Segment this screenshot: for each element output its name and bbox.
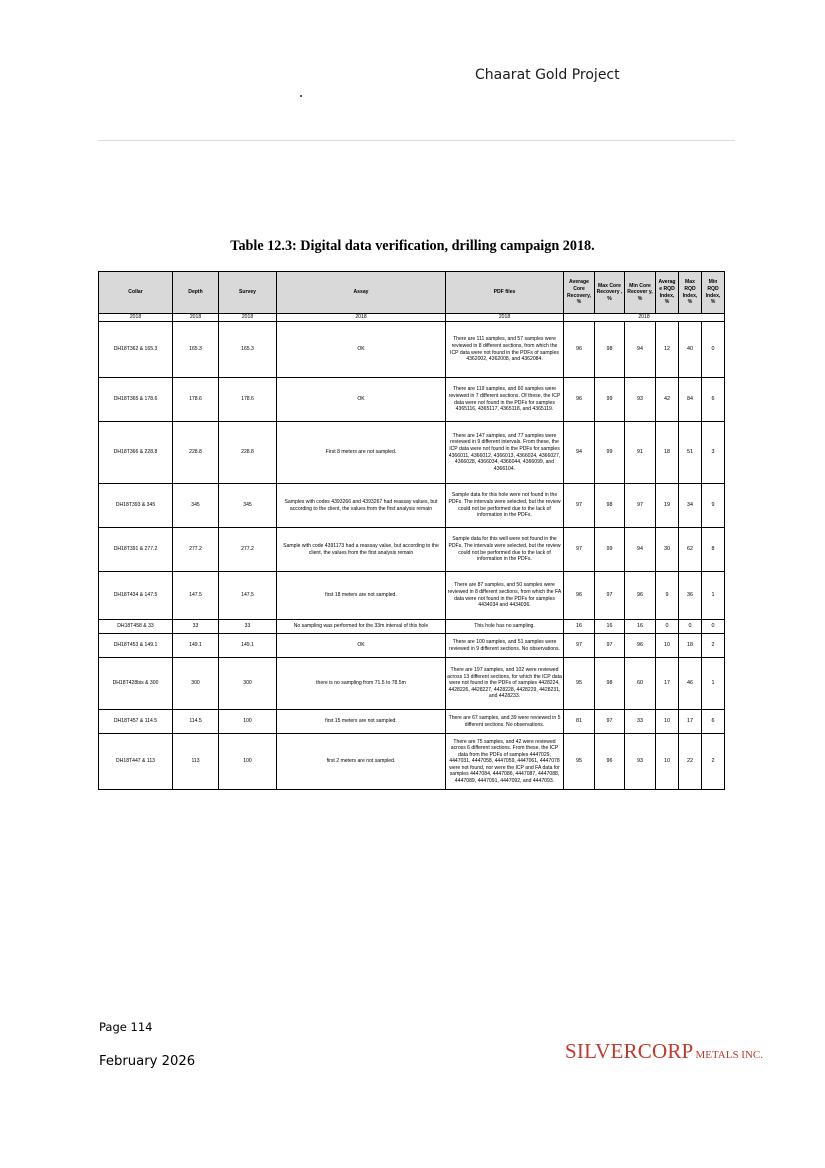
table-cell: There are 75 samples, and 42 were reviewed across 6 different sections. From these, the ICP data from the PDFs of samples 4447029, 4447031, 4447058, 4447059, 4447061, 4447078 were not found, nor were the ICP and FA data for samples 4447084, 4447086, 4447087, 4447088, 4447089, 4447091, 4447092, and 4447093. <box>446 734 564 790</box>
logo-main-text: SILVERCORP <box>565 1039 694 1063</box>
table-cell: 300 <box>173 658 219 710</box>
table-cell: There are 100 samples, and 51 samples were reviewed in 9 different sections. No observations. <box>446 634 564 658</box>
table-cell: 100 <box>219 734 277 790</box>
table-cell: 10 <box>656 734 679 790</box>
year-cell: 2018 <box>564 314 725 322</box>
table-cell: 91 <box>625 422 656 484</box>
table-cell: 277.2 <box>219 528 277 572</box>
silvercorp-logo <box>565 1039 763 1064</box>
table-row <box>99 710 725 734</box>
table-cell: 147.5 <box>173 572 219 620</box>
table-cell: Samples with codes 4393266 and 4393267 had reassay values, but according to the client, the values from the first analysis remain <box>277 484 446 528</box>
table-cell: 6 <box>702 710 725 734</box>
table-cell: There are 119 samples, and 60 samples were reviewed in 7 different sections. Of these, the ICP data were not found in the PDFs for samples 4365116, 4365117, 4365118, and 4365119. <box>446 378 564 422</box>
table-cell: There are 111 samples, and 57 samples were reviewed in 8 different sections, from which the ICP data were not found in the PDFs of samples 4362002, 4362008, and 4362084. <box>446 322 564 378</box>
table-row <box>99 572 725 620</box>
table-cell: No sampling was performed for the 33m interval of this hole <box>277 620 446 634</box>
table-cell: 98 <box>595 322 625 378</box>
table-cell: 17 <box>656 658 679 710</box>
table-cell: 277.2 <box>173 528 219 572</box>
table-cell: 97 <box>564 634 595 658</box>
table-cell: 94 <box>625 322 656 378</box>
table-cell: First 8 meters are not sampled. <box>277 422 446 484</box>
table-body <box>99 322 725 790</box>
table-cell: there is no sampling from 71.5 to 78.5m <box>277 658 446 710</box>
table-cell: 97 <box>595 572 625 620</box>
table-cell: 99 <box>595 528 625 572</box>
logo-sub-text: METALS INC. <box>695 1049 764 1061</box>
table-title: Table 12.3: Digital data verification, drilling campaign 2018. <box>230 238 595 254</box>
table-row <box>99 634 725 658</box>
table-cell: 0 <box>702 322 725 378</box>
header-row <box>99 272 725 314</box>
table-cell: 97 <box>595 710 625 734</box>
project-title: Chaarat Gold Project <box>475 67 620 83</box>
table-cell: 149.1 <box>173 634 219 658</box>
table-cell: DH18T453 & 149.1 <box>99 634 173 658</box>
table-cell: OK <box>277 634 446 658</box>
table-cell: 22 <box>679 734 702 790</box>
table-cell: 18 <box>656 422 679 484</box>
table-cell: 345 <box>173 484 219 528</box>
table-cell: 3 <box>702 422 725 484</box>
table-row <box>99 322 725 378</box>
table-cell: DH18T434 & 147.5 <box>99 572 173 620</box>
header-divider <box>98 140 735 141</box>
table-cell: 1 <box>702 658 725 710</box>
table-cell: 97 <box>564 528 595 572</box>
table-cell: 0 <box>679 620 702 634</box>
table-cell: 96 <box>625 634 656 658</box>
table-cell: 1 <box>702 572 725 620</box>
table-cell: first 15 meters are not sampled. <box>277 710 446 734</box>
table-cell: DH18T428bis & 300 <box>99 658 173 710</box>
table-cell: 16 <box>564 620 595 634</box>
table-cell: 33 <box>625 710 656 734</box>
table-cell: 10 <box>656 710 679 734</box>
table-cell: 62 <box>679 528 702 572</box>
col-collar: Collar <box>99 272 173 314</box>
table-cell: 228.8 <box>173 422 219 484</box>
table-cell: 19 <box>656 484 679 528</box>
table-cell: 228.8 <box>219 422 277 484</box>
table-cell: 33 <box>173 620 219 634</box>
year-cell: 2018 <box>277 314 446 322</box>
table-cell: DH18T457 & 114.5 <box>99 710 173 734</box>
table-cell: DH18T447 & 113 <box>99 734 173 790</box>
table-cell: 0 <box>702 620 725 634</box>
table-row <box>99 734 725 790</box>
table-cell: 9 <box>702 484 725 528</box>
table-cell: 93 <box>625 734 656 790</box>
table-cell: 34 <box>679 484 702 528</box>
table-cell: DH18T365 & 178.6 <box>99 378 173 422</box>
table-cell: 94 <box>625 528 656 572</box>
col-avg-rqd: Averag e RQD Index, % <box>656 272 679 314</box>
page-number: Page 114 <box>99 1020 153 1034</box>
col-min-core-recovery: Min Core Recover y, % <box>625 272 656 314</box>
table-cell: 18 <box>679 634 702 658</box>
table-row <box>99 528 725 572</box>
table-cell: 81 <box>564 710 595 734</box>
table-cell: 96 <box>564 572 595 620</box>
verification-table <box>98 271 725 790</box>
table-cell: 97 <box>595 634 625 658</box>
table-cell: 96 <box>595 734 625 790</box>
table-cell: 40 <box>679 322 702 378</box>
year-row <box>99 314 725 322</box>
table-cell: 42 <box>656 378 679 422</box>
table-cell: 96 <box>564 322 595 378</box>
table-cell: 12 <box>656 322 679 378</box>
table-row <box>99 620 725 634</box>
table-cell: 113 <box>173 734 219 790</box>
table-cell: first 18 meters are not sampled. <box>277 572 446 620</box>
col-depth: Depth <box>173 272 219 314</box>
table-cell: This hole has no sampling. <box>446 620 564 634</box>
table-row <box>99 658 725 710</box>
col-survey: Survey <box>219 272 277 314</box>
table-cell: 300 <box>219 658 277 710</box>
col-assay: Assay <box>277 272 446 314</box>
table-cell: 165.3 <box>219 322 277 378</box>
table-cell: first 2 meters are not sampled. <box>277 734 446 790</box>
table-row <box>99 378 725 422</box>
table-cell: There are 67 samples, and 39 were reviewed in 5 different sections. No observations. <box>446 710 564 734</box>
table-cell: 8 <box>702 528 725 572</box>
table-cell: DH18T458 & 33 <box>99 620 173 634</box>
table-cell: OK <box>277 378 446 422</box>
table-cell: 99 <box>595 378 625 422</box>
col-max-rqd: Max RQD Index, % <box>679 272 702 314</box>
table-cell: 36 <box>679 572 702 620</box>
table-cell: Sample with code 4391173 had a reassay value, but according to the client, the values from the first analysis remain <box>277 528 446 572</box>
table-cell: 10 <box>656 634 679 658</box>
table-cell: Sample data for this hole were not found in the PDFs. The intervals were selected, but the review could not be performed due to the lack of information in the PDFs. <box>446 484 564 528</box>
table-cell: 84 <box>679 378 702 422</box>
table-cell: DH18T366 & 228.8 <box>99 422 173 484</box>
table-cell: 2 <box>702 634 725 658</box>
table-cell: 345 <box>219 484 277 528</box>
table-cell: 6 <box>702 378 725 422</box>
table-cell: 2 <box>702 734 725 790</box>
table-cell: 96 <box>564 378 595 422</box>
table-cell: 147.5 <box>219 572 277 620</box>
table-cell: 9 <box>656 572 679 620</box>
table-cell: 60 <box>625 658 656 710</box>
table-cell: DH18T362 & 165.3 <box>99 322 173 378</box>
table-cell: 51 <box>679 422 702 484</box>
table-cell: There are 87 samples, and 50 samples were reviewed in 8 different sections, from which the FA data were not found in the PDFs for samples 4434034 and 4434036. <box>446 572 564 620</box>
table-cell: 98 <box>595 658 625 710</box>
year-cell: 2018 <box>173 314 219 322</box>
table-cell: 95 <box>564 658 595 710</box>
year-cell: 2018 <box>99 314 173 322</box>
footer-date: February 2026 <box>99 1054 196 1069</box>
table-cell: 33 <box>219 620 277 634</box>
table-cell: 165.3 <box>173 322 219 378</box>
table-cell: 178.6 <box>173 378 219 422</box>
table-cell: There are 197 samples, and 102 were reviewed across 13 different sections, for which the ICP data were not found in the PDFs of samples 4428224, 4428226, 4428227, 4428228, 4428229, 4428231, and 4428233. <box>446 658 564 710</box>
table-cell: 0 <box>656 620 679 634</box>
table-cell: 97 <box>564 484 595 528</box>
table-cell: 16 <box>595 620 625 634</box>
col-pdf-files: PDF files <box>446 272 564 314</box>
table-cell: 94 <box>564 422 595 484</box>
table-cell: 100 <box>219 710 277 734</box>
table-cell: Sample data for this well were not found in the PDFs. The intervals were selected, but the review could not be performed due to the lack of information in the PDFs. <box>446 528 564 572</box>
table-cell: DH18T391 & 277.2 <box>99 528 173 572</box>
year-cell: 2018 <box>219 314 277 322</box>
col-min-rqd: Min RQD Index, % <box>702 272 725 314</box>
table-cell: 16 <box>625 620 656 634</box>
header-dot <box>300 95 302 97</box>
table-cell: 114.5 <box>173 710 219 734</box>
table-cell: OK <box>277 322 446 378</box>
table-cell: 46 <box>679 658 702 710</box>
year-cell: 2018 <box>446 314 564 322</box>
table-cell: 17 <box>679 710 702 734</box>
table-cell: 97 <box>625 484 656 528</box>
table-cell: 99 <box>595 422 625 484</box>
col-avg-core-recovery: Average Core Recovery, % <box>564 272 595 314</box>
table-cell: 93 <box>625 378 656 422</box>
table-cell: 96 <box>625 572 656 620</box>
table-row <box>99 484 725 528</box>
table-cell: 30 <box>656 528 679 572</box>
table-cell: DH18T393 & 345 <box>99 484 173 528</box>
table-row <box>99 422 725 484</box>
table-cell: 95 <box>564 734 595 790</box>
table-cell: There are 147 samples, and 77 samples were reviewed in 9 different intervals. From these, the ICP data were not found in the PDFs for samples 4366011, 4366012, 4366013, 4366024, 4366027, 4366028, 4366034, 4366044, 4366099, and 4366104. <box>446 422 564 484</box>
col-max-core-recovery: Max Core Recovery , % <box>595 272 625 314</box>
table-cell: 149.1 <box>219 634 277 658</box>
table-cell: 98 <box>595 484 625 528</box>
table-cell: 178.6 <box>219 378 277 422</box>
